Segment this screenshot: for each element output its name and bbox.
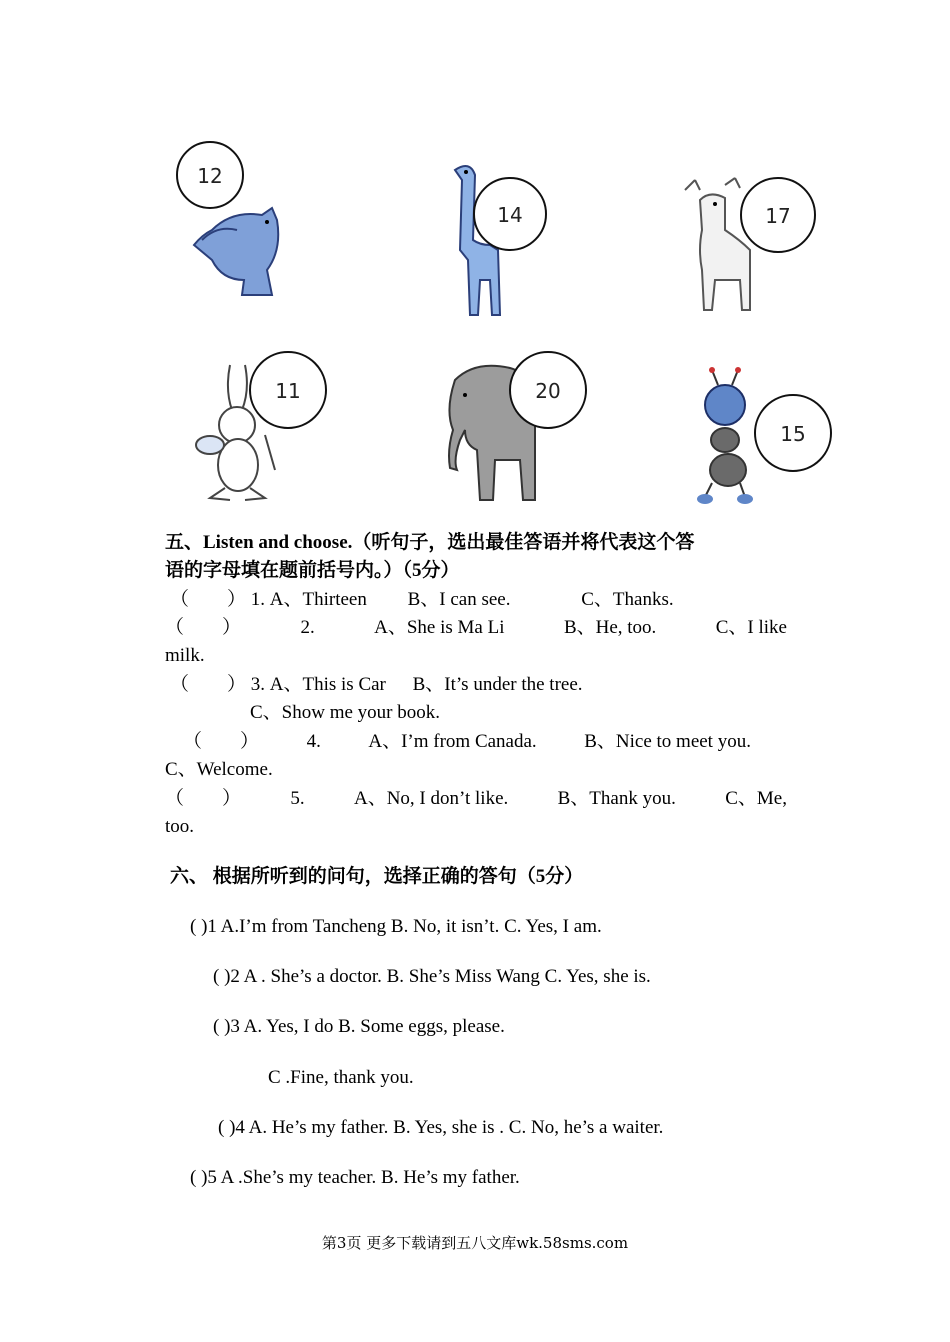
s5-q1: （ ） 1. A、Thirteen B、I can see. C、Thanks.	[170, 589, 674, 610]
s6-q5: ( )5 A .She’s my teacher. B. He’s my father.	[190, 1167, 520, 1188]
picture-rabbit	[190, 350, 335, 510]
s5-q5: （ ） 5. A、No, I don’t like. B、Thank you. C、Me, too.	[165, 785, 787, 841]
number-14: 14	[497, 203, 523, 227]
section6-heading: 六、 根据所听到的问句，选择正确的答句（5分）	[170, 866, 584, 887]
picture-kangaroo	[172, 130, 312, 305]
picture-deer	[670, 170, 820, 320]
answer-bracket[interactable]: （ ）	[170, 589, 247, 610]
s5-q3-c: C、Show me your book.	[250, 702, 441, 723]
number-11: 11	[275, 379, 301, 403]
picture-ant	[690, 365, 840, 510]
answer-bracket[interactable]: （ ）	[165, 788, 242, 809]
answer-bracket[interactable]: （ ）	[183, 731, 260, 752]
section5-heading-line1: 五、Listen and choose.（听句子，选出最佳答语并将代表这个答	[165, 532, 695, 553]
s6-q3: ( )3 A. Yes, I do B. Some eggs, please.	[213, 1016, 505, 1037]
s6-q3-c: C .Fine, thank you.	[268, 1067, 414, 1088]
answer-bracket[interactable]: （ ）	[170, 674, 247, 695]
page-footer: 第3页 更多下载请到五八文库wk.58sms.com	[321, 1234, 629, 1252]
number-17: 17	[765, 204, 791, 228]
s5-q4: （ ） 4. A、I’m from Canada. B、Nice to meet you. C、Welcome.	[165, 728, 787, 784]
s6-q4: ( )4 A. He’s my father. B. Yes, she is . C. No, he’s a waiter.	[218, 1117, 664, 1138]
s5-q2: （ ） 2. A、She is Ma Li B、He, too. C、I like milk.	[165, 614, 787, 670]
number-20: 20	[535, 379, 561, 403]
number-12: 12	[197, 164, 223, 188]
s6-q2: ( )2 A . She’s a doctor. B. She’s Miss Wang C. Yes, she is.	[213, 966, 651, 987]
answer-bracket[interactable]: （ ）	[165, 617, 242, 638]
section5-heading-line2: 语的字母填在题前括号内。）（5分）	[165, 560, 460, 581]
picture-elephant	[435, 350, 595, 510]
picture-giraffe	[440, 150, 560, 320]
number-15: 15	[780, 422, 806, 446]
s5-q3: （ ） 3. A、This is Car B、It’s under the tree.	[170, 674, 583, 695]
s6-q1: ( )1 A.I’m from Tancheng B. No, it isn’t. C. Yes, I am.	[190, 916, 602, 937]
